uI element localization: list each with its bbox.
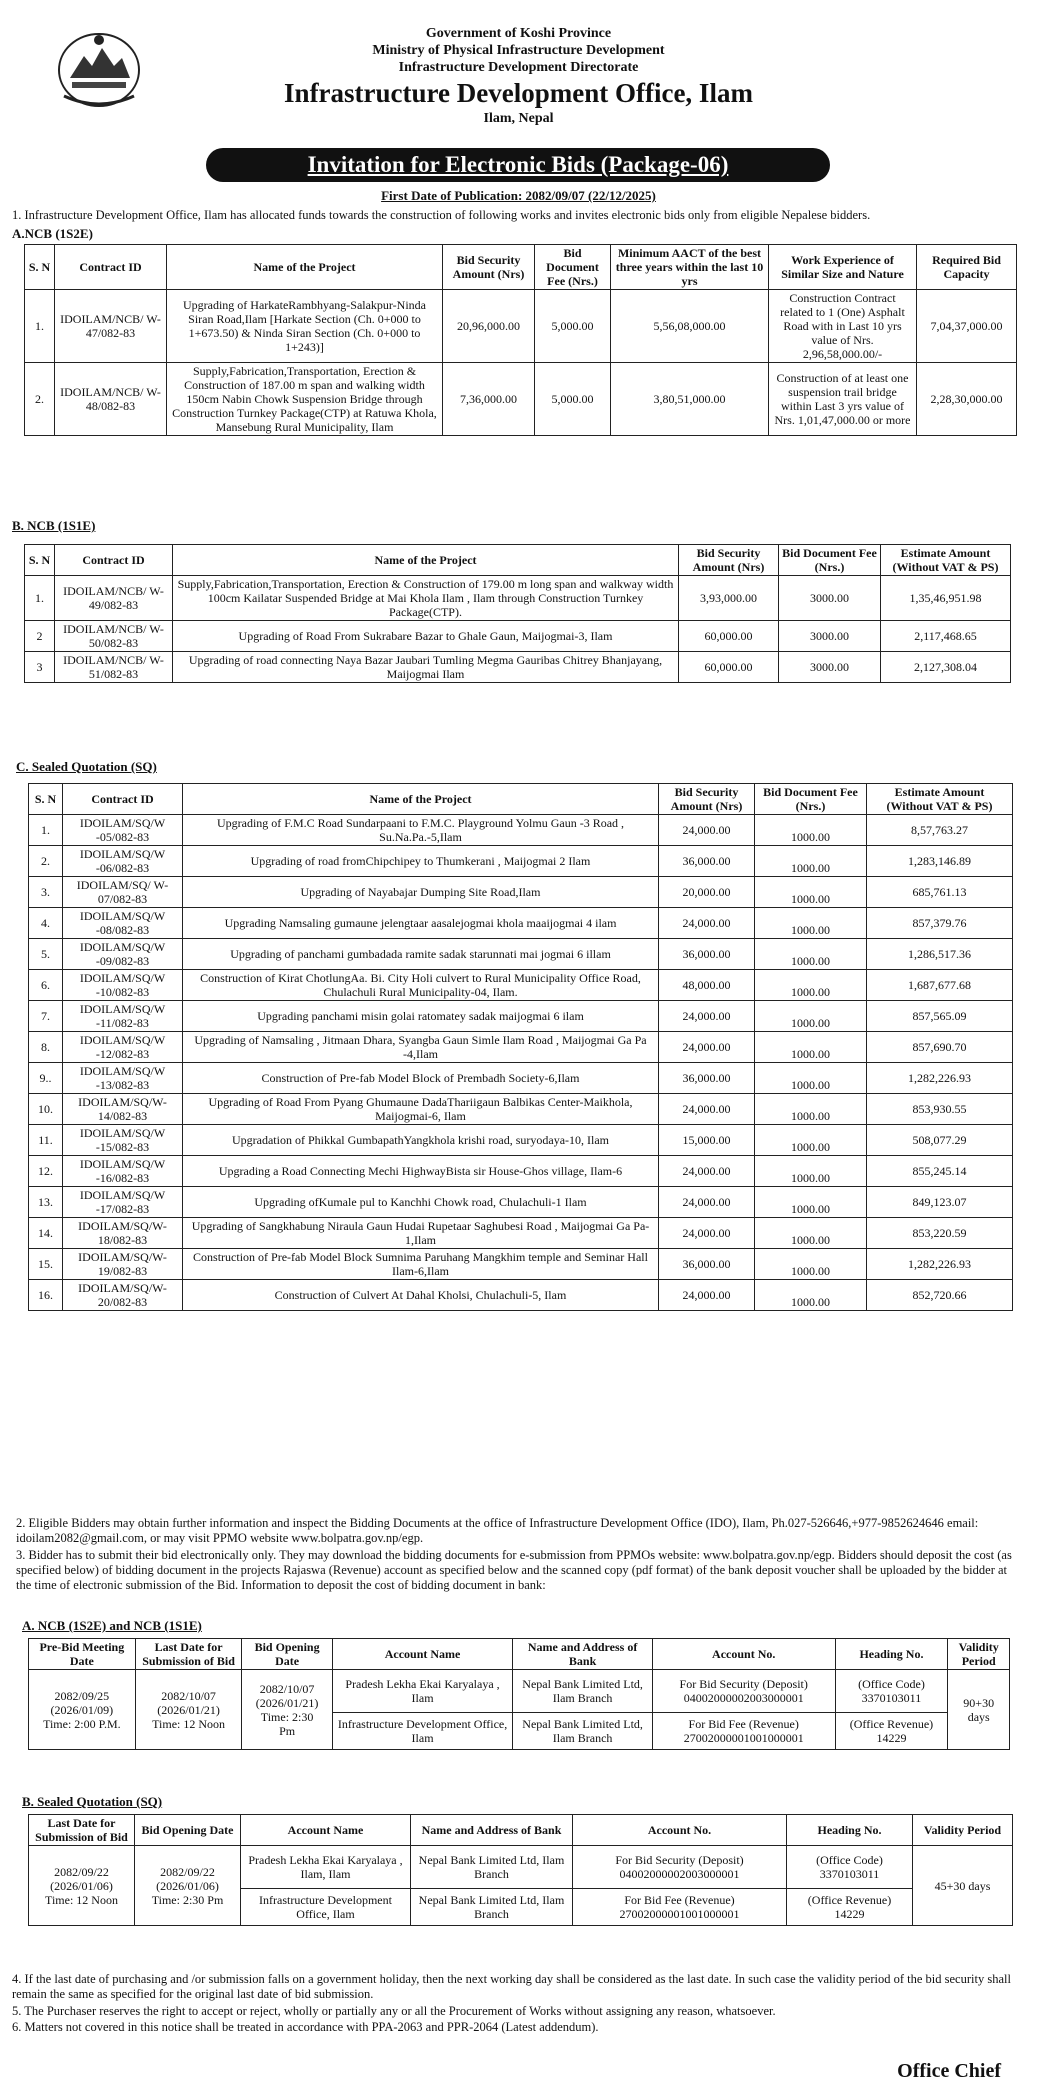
table-cell: 1000.00 [755,815,867,846]
column-header: Bid Security Amount (Nrs) [659,784,755,815]
section-a-table [24,244,1017,436]
table-header-row [29,784,1013,815]
section-a-title: A.NCB (1S2E) [12,226,93,241]
section-c-table [28,783,1013,1311]
table-cell: 1,35,46,951.98 [881,576,1011,621]
account-no-cell [573,1846,787,1889]
table-cell: 24,000.00 [659,815,755,846]
table-cell: 508,077.29 [867,1125,1013,1156]
table-cell: 3000.00 [779,576,881,621]
column-header: S. N [25,545,55,576]
column-header: Account No. [652,1639,835,1670]
table-cell: Upgrading ofKumale pul to Kanchhi Chowk road, Chulachuli-1 Ilam [183,1187,659,1218]
table-row [29,1001,1013,1032]
table-cell: 24,000.00 [659,1156,755,1187]
column-header: Bid Security Amount (Nrs) [679,545,779,576]
account-no-cell [652,1713,835,1750]
table-cell: 1000.00 [755,1063,867,1094]
bank-cell: Nepal Bank Limited Ltd, Ilam Branch [411,1889,573,1926]
table-cell: IDOILAM/NCB/ W-50/082-83 [55,621,173,652]
table-cell: Construction of Pre-fab Model Block Sumnima Paruhang Mangkhim temple and Seminar Hall Ilam-6,Ilam [183,1249,659,1280]
table-cell: 15,000.00 [659,1125,755,1156]
column-header: Bid Opening Date [242,1639,332,1670]
column-header: Estimate Amount (Without VAT & PS) [867,784,1013,815]
table-cell: 12. [29,1156,63,1187]
account-purpose: For Bid Fee (Revenue) [624,1893,735,1907]
column-header: Validity Period [913,1815,1013,1846]
table-cell: Construction of Kirat ChotlungAa. Bi. City Holi culvert to Rural Municipality Office Road, Chulachuli Rural Municipality-04, Ilam. [183,970,659,1001]
table-cell: IDOILAM/SQ/W -06/082-83 [63,846,183,877]
table-cell: 5. [29,939,63,970]
table-cell: 853,930.55 [867,1094,1013,1125]
table-cell: 3 [25,652,55,683]
table-cell: IDOILAM/SQ/ W-07/082-83 [63,877,183,908]
table-header-row [25,545,1011,576]
column-header: Bid Security Amount (Nrs) [443,245,535,290]
column-header: Minimum AACT of the best three years within the last 10 yrs [611,245,769,290]
table-cell: Upgrading of panchami gumbadada ramite sadak starunnati mai jogmai 6 illam [183,939,659,970]
heading-no-cell [787,1889,913,1926]
bank-table-a-title-text: A. NCB (1S2E) and NCB (1S1E) [22,1618,202,1633]
table-cell: 36,000.00 [659,1063,755,1094]
column-header: Last Date for Submission of Bid [135,1639,242,1670]
section-c-title [16,759,157,775]
opening-date-bs: 2082/10/07 [259,1681,315,1696]
account-number: 27002000001001000001 [619,1907,740,1921]
table-row [29,1032,1013,1063]
table-cell: 8. [29,1032,63,1063]
table-cell: 3,80,51,000.00 [611,363,769,436]
account-purpose: For Bid Security (Deposit) [679,1677,808,1691]
table-cell: 857,565.09 [867,1001,1013,1032]
table-cell: 852,720.66 [867,1280,1013,1311]
opening-date-bs: 2082/09/22 [160,1864,215,1879]
last-date-cell [135,1670,242,1750]
table-row [29,1094,1013,1125]
bank-cell: Nepal Bank Limited Ltd, Ilam Branch [513,1713,653,1750]
table-cell: IDOILAM/SQ/W -13/082-83 [63,1063,183,1094]
table-cell: 24,000.00 [659,1187,755,1218]
table-cell: IDOILAM/SQ/W -17/082-83 [63,1187,183,1218]
table-cell: 1. [25,290,55,363]
table-cell: Upgrading panchami misin golai ratomatey sadak maijogmai 6 ilam [183,1001,659,1032]
office-location: Ilam, Nepal [483,111,554,126]
table-cell: Upgrading of Road From Pyang Ghumaune DadaThariigaun Balbikas Center-Maikhola, Maijogmai-6, Ilam [183,1094,659,1125]
table-cell: 13. [29,1187,63,1218]
table-cell: 24,000.00 [659,1032,755,1063]
signature-office-chief: Office Chief [897,2060,1001,2082]
prebid-date-cell [29,1670,136,1750]
section-b-title-text: B. NCB (1S1E) [12,518,96,533]
opening-date-cell [135,1846,241,1926]
table-cell: Construction of at least one suspension trail bridge within Last 3 yrs value of Nrs. 1,01,47,000.00 or more [769,363,917,436]
column-header: Bid Opening Date [135,1815,241,1846]
account-no-cell [573,1889,787,1926]
heading-no-cell [835,1670,948,1713]
last-date-time: Time: 12 Noon [152,1716,226,1731]
bank-cell: Nepal Bank Limited Ltd, Ilam Branch [411,1846,573,1889]
table-cell: 60,000.00 [679,652,779,683]
opening-date-ad: (2026/01/21) [255,1695,319,1710]
table-cell: 24,000.00 [659,1280,755,1311]
table-cell: 1000.00 [755,1032,867,1063]
letterhead [0,25,1037,128]
table-cell: Upgrading Namsaling gumaune jelengtaar aasalejogmai khola maaijogmai 4 ilam [183,908,659,939]
last-date-cell [29,1846,135,1926]
table-cell: Upgradation of Phikkal GumbapathYangkhola krishi road, suryodaya-10, Ilam [183,1125,659,1156]
heading-number: 14229 [876,1731,907,1745]
table-cell: 9.. [29,1063,63,1094]
table-row [29,815,1013,846]
column-header: Bid Document Fee (Nrs.) [779,545,881,576]
table-row [29,1125,1013,1156]
column-header: S. N [25,245,55,290]
heading-number: 3370103011 [861,1691,922,1705]
heading-no-cell [787,1846,913,1889]
account-purpose: For Bid Security (Deposit) [615,1853,744,1867]
publication-date: First Date of Publication: 2082/09/07 (22/12/2025) [381,188,656,203]
opening-date-ad: (2026/01/06) [156,1878,219,1893]
table-cell: IDOILAM/SQ/W- 19/082-83 [63,1249,183,1280]
paragraph-6: 6. Matters not covered in this notice shall be treated in accordance with PPA-2063 and PPR-2064 (Latest addendum). [12,2020,599,2034]
account-number: 04002000002003000001 [683,1691,804,1705]
table-cell: Supply,Fabrication,Transportation, Erection & Construction of 179.00 m long span and walkway width 100cm Kailatar Suspended Bridge at Mai Khola Ilam , Ilam through Construction Turnkey Package(CTP). [173,576,679,621]
column-header: Required Bid Capacity [917,245,1017,290]
heading-label: (Office Revenue) [807,1893,892,1907]
last-date-time: Time: 12 Noon [45,1892,118,1907]
table-cell: Upgrading of HarkateRambhyang-Salakpur-Ninda Siran Road,Ilam [Harkate Section (Ch. 0+000 to 1+673.50) & Ninda Siran Section (Ch. 0+000 to 1+243)] [167,290,443,363]
table-cell: 855,245.14 [867,1156,1013,1187]
table-cell: 8,57,763.27 [867,815,1013,846]
table-cell: IDOILAM/SQ/W -10/082-83 [63,970,183,1001]
bank-table-b [28,1814,1013,1926]
account-no-cell [652,1670,835,1713]
prebid-date-bs: 2082/09/25 [54,1688,110,1703]
last-date-bs: 2082/10/07 [161,1688,216,1703]
table-row [29,1670,1010,1713]
validity-cell: 90+30 days [948,1670,1010,1750]
column-header: Contract ID [55,245,167,290]
office-name: Infrastructure Development Office, Ilam [284,78,753,108]
bank-table-b-title [22,1794,162,1810]
government-name: Government of Koshi Province [425,26,612,41]
table-row [29,846,1013,877]
table-cell: 1000.00 [755,1187,867,1218]
account-name-cell: Pradesh Lekha Ekai Karyalaya , Ilam, Ilam [241,1846,411,1889]
table-row [29,908,1013,939]
table-cell: IDOILAM/NCB/ W-49/082-83 [55,576,173,621]
table-cell: 1,286,517.36 [867,939,1013,970]
table-cell: 1000.00 [755,1125,867,1156]
table-cell: Construction of Pre-fab Model Block of Prembadh Society-6,Ilam [183,1063,659,1094]
bank-table-a [28,1638,1010,1750]
account-number: 04002000002003000001 [619,1867,740,1881]
table-cell: Upgrading of Nayabajar Dumping Site Road,Ilam [183,877,659,908]
table-cell: 1000.00 [755,970,867,1001]
table-cell: IDOILAM/NCB/ W-48/082-83 [55,363,167,436]
table-row [25,652,1011,683]
table-cell: 7. [29,1001,63,1032]
table-cell: 1000.00 [755,1249,867,1280]
column-header: Contract ID [55,545,173,576]
table-cell: 1,282,226.93 [867,1249,1013,1280]
table-header-row [29,1815,1013,1846]
table-cell: IDOILAM/SQ/W -11/082-83 [63,1001,183,1032]
column-header: Validity Period [948,1639,1010,1670]
table-cell: 1000.00 [755,846,867,877]
table-cell: Supply,Fabrication,Transportation, Erection & Construction of 187.00 m span and walking width 150cm Nabin Chowk Suspension Bridge through Construction Turnkey Package(CTP) at Ratuwa Khola, Mansebung Rural Municipality, Ilam [167,363,443,436]
table-cell: 5,000.00 [535,290,611,363]
table-cell: 853,220.59 [867,1218,1013,1249]
table-cell: 36,000.00 [659,846,755,877]
table-row [29,970,1013,1001]
column-header: Work Experience of Similar Size and Nature [769,245,917,290]
table-cell: 7,36,000.00 [443,363,535,436]
table-cell: 3000.00 [779,621,881,652]
table-cell: IDOILAM/SQ/W -15/082-83 [63,1125,183,1156]
table-cell: 24,000.00 [659,1218,755,1249]
account-purpose: For Bid Fee (Revenue) [688,1717,799,1731]
table-cell: 1000.00 [755,1156,867,1187]
table-cell: 1000.00 [755,1280,867,1311]
account-name-cell: Infrastructure Development Office, Ilam [241,1889,411,1926]
table-cell: 857,379.76 [867,908,1013,939]
table-cell: 3,93,000.00 [679,576,779,621]
table-header-row [29,1639,1010,1670]
table-cell: 7,04,37,000.00 [917,290,1017,363]
table-cell: 857,690.70 [867,1032,1013,1063]
table-cell: 1000.00 [755,1218,867,1249]
table-cell: 1000.00 [755,908,867,939]
table-row [25,621,1011,652]
table-row [29,1280,1013,1311]
bank-cell: Nepal Bank Limited Ltd, Ilam Branch [513,1670,653,1713]
table-cell: 2,28,30,000.00 [917,363,1017,436]
table-cell: Upgrading of F.M.C Road Sundarpaani to F.M.C. Playground Yolmu Gaun -3 Road , Su.Na.Pa.-5,Ilam [183,815,659,846]
notice-title-banner: Invitation for Electronic Bids (Package-06) [206,148,830,182]
table-cell: 36,000.00 [659,1249,755,1280]
table-cell: 24,000.00 [659,1094,755,1125]
table-cell: 48,000.00 [659,970,755,1001]
account-name-cell: Infrastructure Development Office, Ilam [332,1713,513,1750]
opening-time: Time: 2:30 [260,1709,314,1724]
table-cell: Upgrading of Namsaling , Jitmaan Dhara, Syangba Gaun Simle Ilam Road , Maijogmai Ga Pa -4,Ilam [183,1032,659,1063]
ministry-name: Ministry of Physical Infrastructure Development [372,43,665,58]
opening-time: Time: 2:30 Pm [151,1892,224,1907]
table-cell: IDOILAM/NCB/ W-47/082-83 [55,290,167,363]
paragraph-4: 4. If the last date of purchasing and /or submission falls on a government holiday, then the next working day shall be considered as the last date. In such case the validity period of the bid security shall remain the same as specified for the original last date of bid submission. [12,1972,1011,2001]
table-cell: 20,96,000.00 [443,290,535,363]
table-cell: Construction Contract related to 1 (One) Asphalt Road with in Last 10 yrs value of Nrs. 2,96,58,000.00/- [769,290,917,363]
last-date-bs: 2082/09/22 [54,1864,109,1879]
table-cell: 2,127,308.04 [881,652,1011,683]
opening-date-cell [242,1670,332,1750]
column-header: Estimate Amount (Without VAT & PS) [881,545,1011,576]
table-cell: Upgrading of road connecting Naya Bazar Jaubari Tumling Megma Gauribas Chitrey Bhanjayang, Maijogmai Ilam [173,652,679,683]
opening-time-suffix: Pm [279,1723,296,1738]
table-cell: 6. [29,970,63,1001]
bank-table-a-title [22,1618,202,1634]
column-header: Bid Document Fee (Nrs.) [535,245,611,290]
validity-cell: 45+30 days [913,1846,1013,1926]
table-cell: 1,687,677.68 [867,970,1013,1001]
table-cell: IDOILAM/NCB/ W-51/082-83 [55,652,173,683]
table-cell: 24,000.00 [659,1001,755,1032]
table-cell: IDOILAM/SQ/W- 18/082-83 [63,1218,183,1249]
table-cell: 5,000.00 [535,363,611,436]
prebid-date-ad: (2026/01/09) [50,1702,114,1717]
column-header: Account No. [573,1815,787,1846]
heading-number: 3370103011 [819,1867,880,1881]
table-row [29,1846,1013,1889]
last-date-ad: (2026/01/21) [157,1702,220,1717]
paragraph-2: 2. Eligible Bidders may obtain further information and inspect the Bidding Documents at the office of Infrastructure Development Office (IDO), Ilam, Ph.027-526646,+977-9852624646 email: idoilam2082@gmail.com, or may visit PPMO website www.bolpatra.gov.np/egp. [16,1516,979,1545]
table-row [25,290,1017,363]
table-row [29,1156,1013,1187]
section-b-table [24,544,1011,683]
table-cell: IDOILAM/SQ/W -09/082-83 [63,939,183,970]
column-header: Heading No. [787,1815,913,1846]
table-cell: 2 [25,621,55,652]
table-cell: IDOILAM/SQ/W -05/082-83 [63,815,183,846]
column-header: Name and Address of Bank [411,1815,573,1846]
prebid-time: Time: 2:00 P.M. [43,1716,121,1731]
table-cell: 1000.00 [755,877,867,908]
table-cell: IDOILAM/SQ/W- 14/082-83 [63,1094,183,1125]
table-cell: 2. [29,846,63,877]
table-cell: Upgrading a Road Connecting Mechi HighwayBista sir House-Ghos village, Ilam-6 [183,1156,659,1187]
account-number: 27002000001001000001 [683,1731,804,1745]
table-cell: 5,56,08,000.00 [611,290,769,363]
table-cell: Upgrading of road fromChipchipey to Thumkerani , Maijogmai 2 Ilam [183,846,659,877]
table-cell: 1000.00 [755,1001,867,1032]
bank-table-b-title-text: B. Sealed Quotation (SQ) [22,1794,163,1809]
column-header: Account Name [332,1639,513,1670]
heading-label: (Office Revenue) [849,1717,934,1731]
last-date-ad: (2026/01/06) [50,1878,113,1893]
table-cell: 10. [29,1094,63,1125]
table-cell: 1. [29,815,63,846]
table-cell: 1,282,226.93 [867,1063,1013,1094]
table-cell: 16. [29,1280,63,1311]
table-cell: 1000.00 [755,939,867,970]
account-name-cell: Pradesh Lekha Ekai Karyalaya , Ilam [332,1670,513,1713]
table-cell: 1,283,146.89 [867,846,1013,877]
table-cell: Construction of Culvert At Dahal Kholsi, Chulachuli-5, Ilam [183,1280,659,1311]
column-header: Pre-Bid Meeting Date [29,1639,136,1670]
table-cell: 24,000.00 [659,908,755,939]
table-row [29,877,1013,908]
table-cell: 11. [29,1125,63,1156]
table-cell: 20,000.00 [659,877,755,908]
table-row [29,1218,1013,1249]
table-cell: 3. [29,877,63,908]
table-cell: 1000.00 [755,1094,867,1125]
table-row [29,1063,1013,1094]
heading-no-cell [835,1713,948,1750]
column-header: Bid Document Fee (Nrs.) [755,784,867,815]
table-cell: IDOILAM/SQ/W -12/082-83 [63,1032,183,1063]
table-cell: 15. [29,1249,63,1280]
table-cell: 36,000.00 [659,939,755,970]
table-cell: 2,117,468.65 [881,621,1011,652]
intro-paragraph: 1. Infrastructure Development Office, Ilam has allocated funds towards the construction of following works and invites electronic bids only from eligible Nepalese bidders. [12,208,871,222]
table-cell: IDOILAM/SQ/W -08/082-83 [63,908,183,939]
table-cell: 14. [29,1218,63,1249]
table-cell: IDOILAM/SQ/W -16/082-83 [63,1156,183,1187]
table-cell: 4. [29,908,63,939]
column-header: Name and Address of Bank [513,1639,653,1670]
heading-number: 14229 [834,1907,865,1921]
table-row [25,576,1011,621]
table-row [29,1187,1013,1218]
table-row [29,1249,1013,1280]
table-cell: 60,000.00 [679,621,779,652]
column-header: Name of the Project [183,784,659,815]
table-cell: 1. [25,576,55,621]
column-header: Contract ID [63,784,183,815]
table-cell: 849,123.07 [867,1187,1013,1218]
column-header: Account Name [241,1815,411,1846]
table-cell: 685,761.13 [867,877,1013,908]
column-header: Name of the Project [173,545,679,576]
column-header: Heading No. [835,1639,948,1670]
table-cell: 3000.00 [779,652,881,683]
table-row [25,363,1017,436]
paragraph-5: 5. The Purchaser reserves the right to accept or reject, wholly or partially any or all the Procurement of Works without assigning any reason, whatsoever. [12,2004,776,2018]
table-header-row [25,245,1017,290]
section-c-title-text: C. Sealed Quotation (SQ) [16,759,157,774]
heading-label: (Office Code) [816,1853,883,1867]
table-cell: Upgrading of Sangkhabung Niraula Gaun Hudai Rupetaar Saghubesi Road , Maijogmai Ga Pa-1,Ilam [183,1218,659,1249]
table-row [29,939,1013,970]
section-b-title [12,518,95,534]
column-header: Last Date for Submission of Bid [29,1815,135,1846]
table-cell: IDOILAM/SQ/W- 20/082-83 [63,1280,183,1311]
directorate-name: Infrastructure Development Directorate [398,60,639,75]
column-header: Name of the Project [167,245,443,290]
column-header: S. N [29,784,63,815]
paragraph-3: 3. Bidder has to submit their bid electronically only. They may download the bidding documents for e-submission from PPMOs website: www.bolpatra.gov.np/egp. Bidders should deposit the cost (as specified below) of bidding document in the projects Rajaswa (Revenue) account as specified below and the scanned copy (pdf format) of the bank deposit voucher shall be uploaded by the bidder at the time of electronic submission of the Bid. Information to deposit the cost of bidding document in bank: [16,1548,1012,1592]
table-cell: Upgrading of Road From Sukrabare Bazar to Ghale Gaun, Maijogmai-3, Ilam [173,621,679,652]
table-cell: 2. [25,363,55,436]
heading-label: (Office Code) [858,1677,925,1691]
